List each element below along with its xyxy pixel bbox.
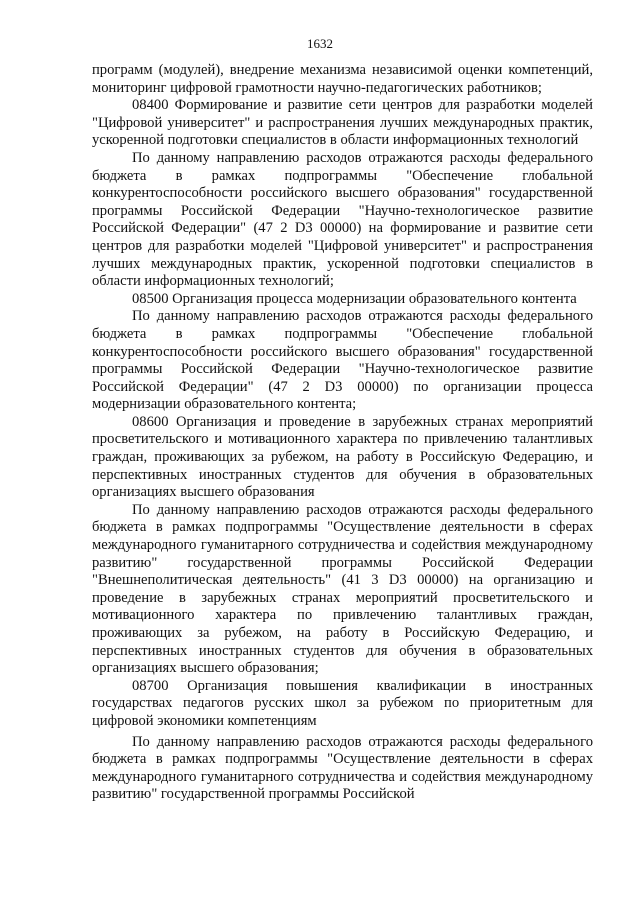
- paragraph-08400-description: По данному направлению расходов отражаются расходы федерального бюджета в рамках подпрограммы "Обеспечение глобальной конкурентоспособности российского высшего образования" государственной программы Российской Федерации "Научно-технологическое развитие Российской Федерации" (47 2 D3 00000) на формирование и развитие сети центров для разработки моделей "Цифровой университет" и распространения лучших международных практик, ускоренной подготовки специалистов в области информационных технологий;: [92, 149, 593, 290]
- paragraph-heading-08700: 08700 Организация повышения квалификации в иностранных государствах педагогов русских школ за рубежом по приоритетным для цифровой экономики компетенциям: [92, 677, 593, 729]
- paragraph-08600-description: По данному направлению расходов отражаются расходы федерального бюджета в рамках подпрограммы "Осуществление деятельности в сферах международного гуманитарного сотрудничества и содействия международному развитию" государственной программы Российской Федерации "Внешнеполитическая деятельность" (41 3 D3 00000) на организацию и проведение в зарубежных странах мероприятий просветительского и мотивационного характера по привлечению талантливых граждан, проживающих за рубежом, на работу в Российскую Федерацию, и перспективных иностранных студентов для обучения в образовательных организациях высшего образования;: [92, 501, 593, 677]
- paragraph-heading-08500: 08500 Организация процесса модернизации образовательного контента: [132, 290, 577, 307]
- page-number: 1632: [307, 36, 333, 51]
- paragraph-heading-08600: 08600 Организация и проведение в зарубежных странах мероприятий просветительского и мотивационного характера по привлечению талантливых граждан, проживающих за рубежом, на работу в Российскую Федерацию, и перспективных иностранных студентов для обучения в образовательных организациях высшего образования: [92, 413, 593, 501]
- paragraph-heading-08400: 08400 Формирование и развитие сети центров для разработки моделей "Цифровой университет" и распространения лучших международных практик, ускоренной подготовки специалистов в области информационных технологий: [92, 97, 593, 149]
- paragraph-continuation: программ (модулей), внедрение механизма независимой оценки компетенций, мониторинг цифровой грамотности научно-педагогических работников;: [92, 62, 593, 96]
- document-body: [92, 62, 593, 804]
- paragraph-08500-description: По данному направлению расходов отражаются расходы федерального бюджета в рамках подпрограммы "Обеспечение глобальной конкурентоспособности российского высшего образования" государственной программы Российской Федерации "Научно-технологическое развитие Российской Федерации" (47 2 D3 00000) по организации процесса модернизации образовательного контента;: [92, 308, 593, 413]
- paragraph-08700-description: По данному направлению расходов отражаются расходы федерального бюджета в рамках подпрограммы "Осуществление деятельности в сферах международного гуманитарного сотрудничества и содействия международному развитию" государственной программы Российской: [92, 733, 593, 803]
